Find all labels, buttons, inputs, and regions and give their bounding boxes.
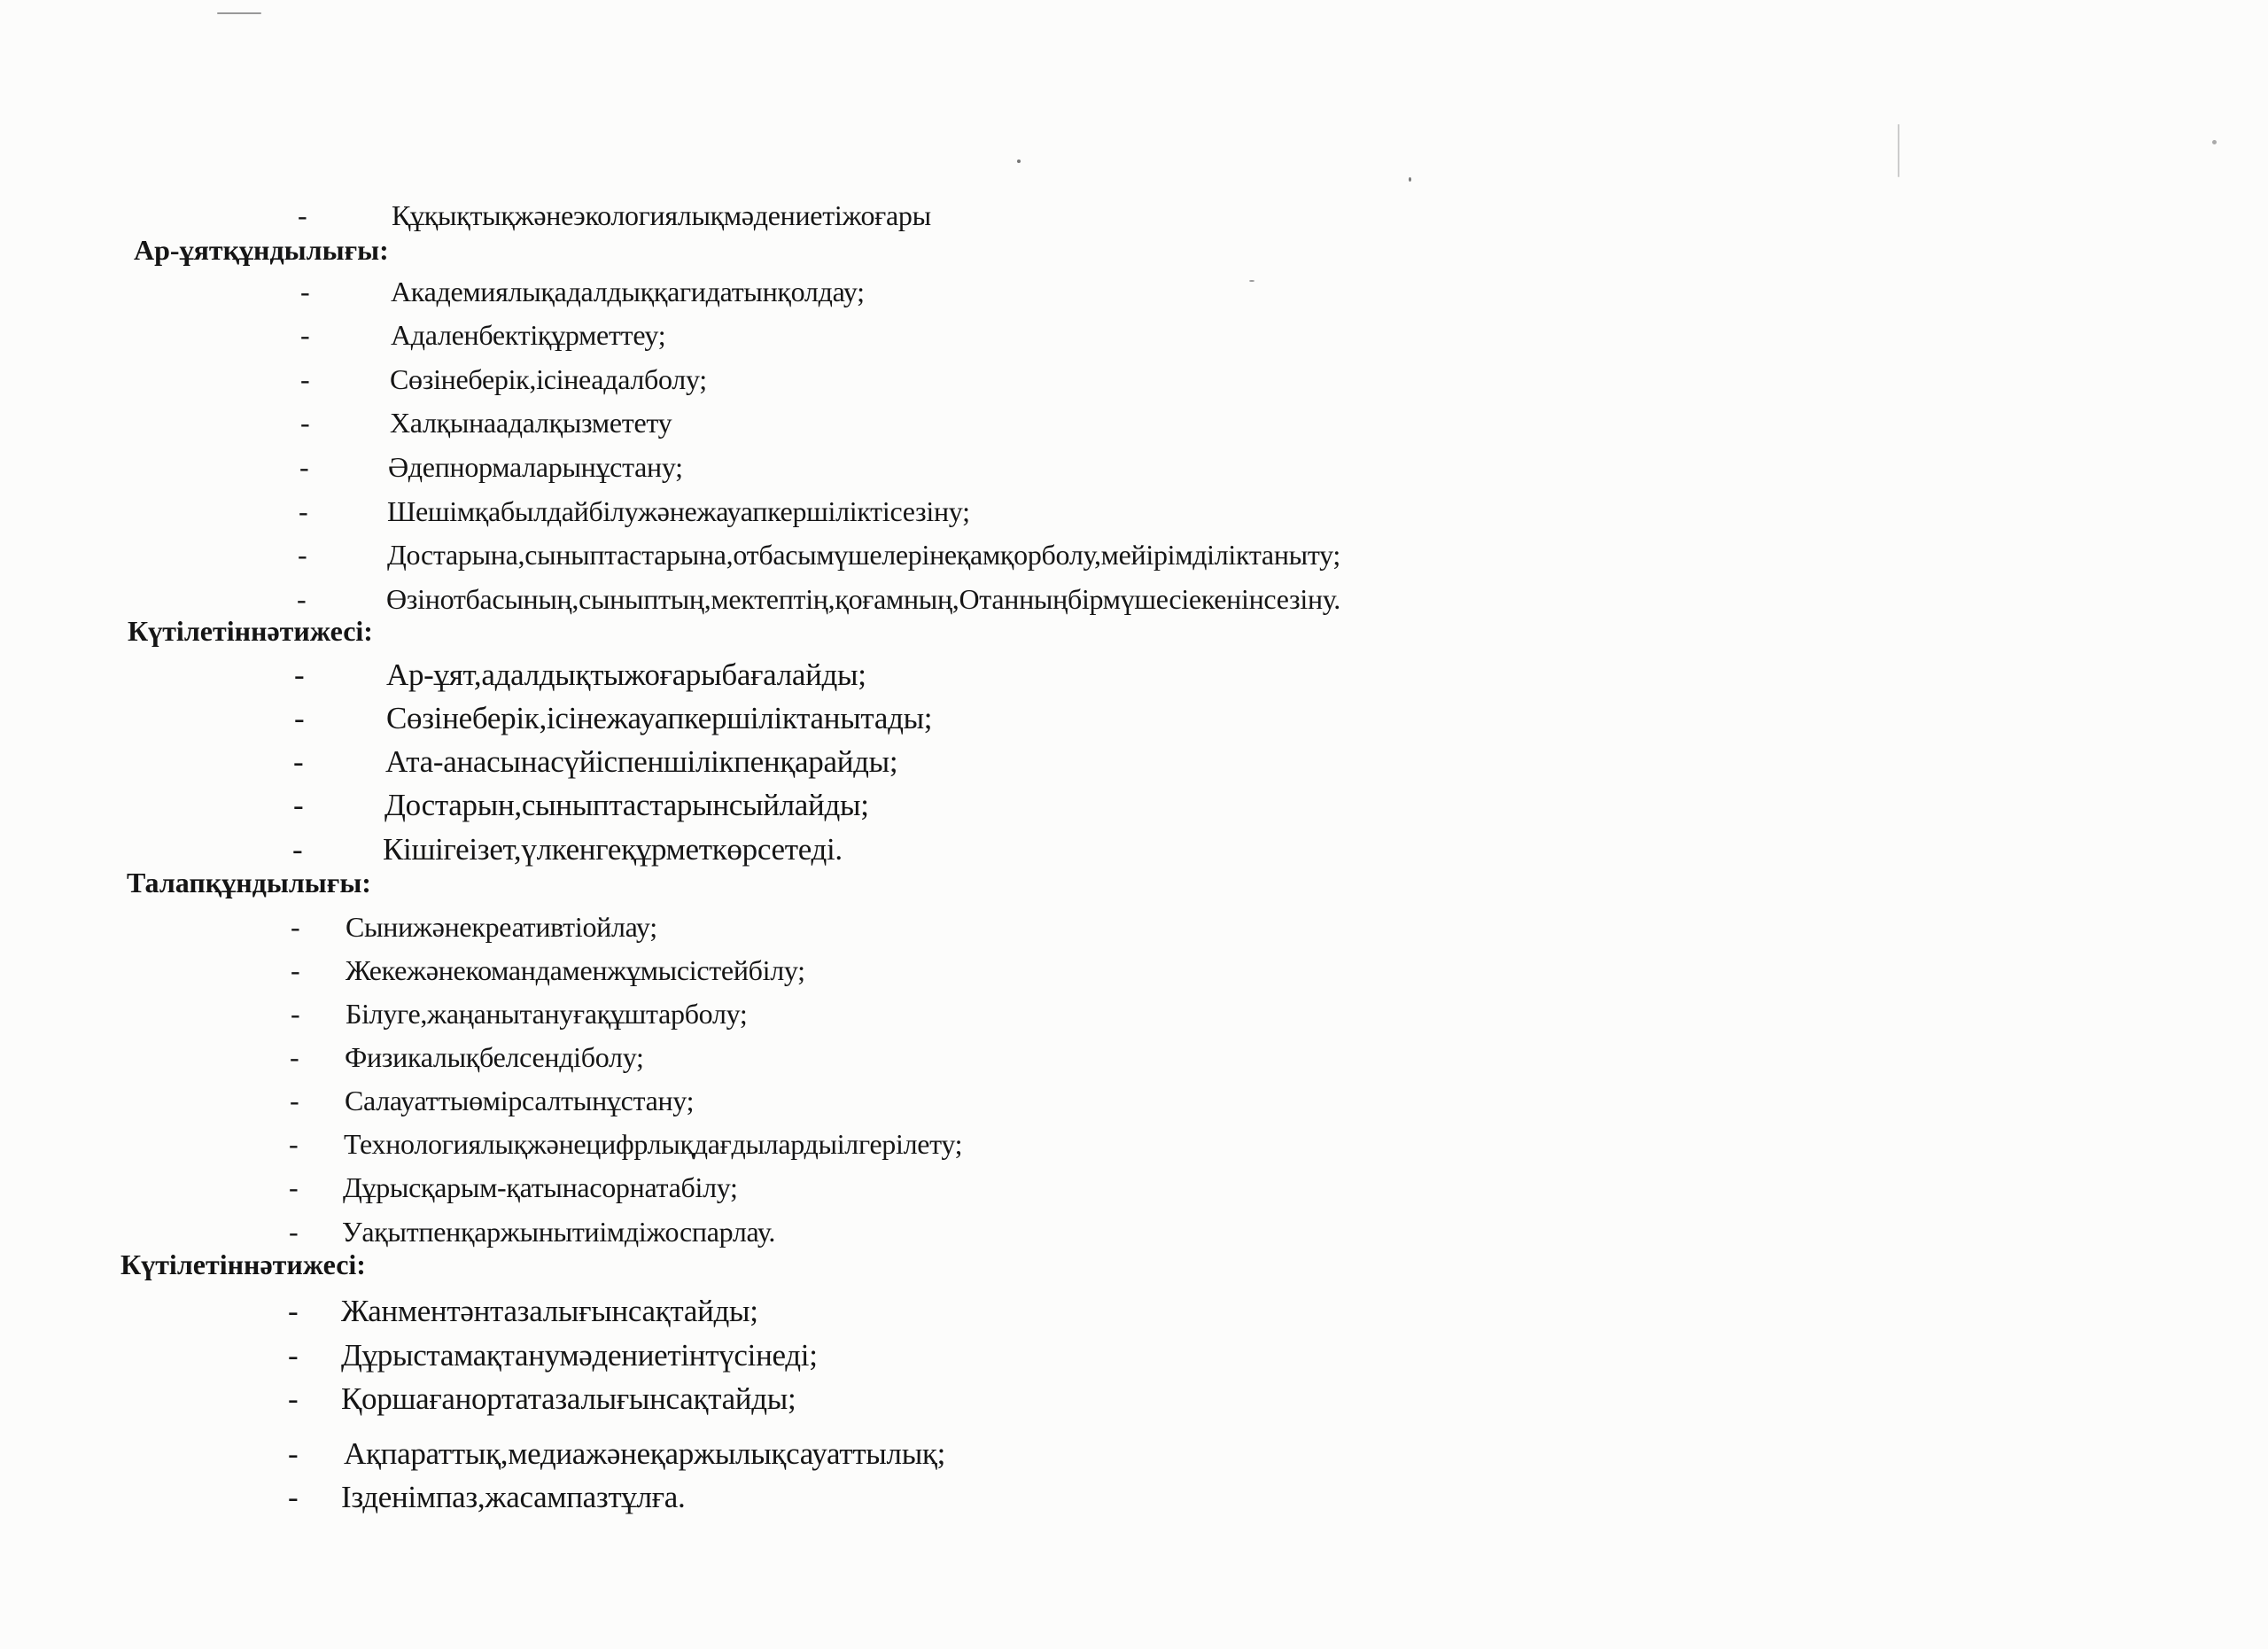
list-item-text: Кішігеізет,үлкенгеқұрметкөрсетеді.: [383, 832, 843, 867]
list-item-text: Технологиялықжәнецифрлықдағдылардыілгерілету;: [344, 1128, 963, 1160]
list-dash: -: [291, 998, 300, 1030]
list-item-text: Достарын,сыныптастарынсыйлайды;: [384, 788, 869, 822]
section-heading: Күтілетіннәтижесі:: [128, 615, 373, 647]
list-item-text: Сөзінеберік,ісінежауапкершіліктанытады;: [386, 701, 933, 735]
list-item-text: Дұрыстамақтанумәдениетінтүсінеді;: [341, 1338, 818, 1373]
list-dash: -: [292, 832, 303, 867]
list-item-text: Адаленбектіқұрметтеу;: [391, 319, 666, 351]
section-heading: Ар-ұятқұндылығы:: [134, 234, 389, 266]
list-dash: -: [300, 363, 310, 395]
list-dash: -: [299, 495, 308, 527]
list-item-text: Жекежәнекомандаменжұмысістейбілу;: [346, 954, 805, 986]
list-dash: -: [288, 1338, 299, 1373]
scan-mark: [1409, 177, 1411, 182]
list-item-text: Халқынаадалқызметету: [390, 407, 672, 439]
list-dash: -: [300, 319, 310, 351]
list-item-text: Қоршағанортатазалығынсақтайды;: [341, 1381, 796, 1416]
list-item-text: Достарына,сыныптастарына,отбасымүшелерінеқамқорболу,мейірімділіктаныту;: [387, 539, 1340, 571]
section-heading: Күтілетіннәтижесі:: [120, 1248, 366, 1280]
list-item-text: Ізденімпаз,жасампазтұлға.: [341, 1480, 686, 1514]
section-heading: Талапқұндылығы:: [127, 867, 371, 898]
list-dash: -: [294, 701, 305, 735]
list-dash: -: [300, 276, 310, 307]
list-dash: -: [299, 451, 309, 483]
list-dash: -: [297, 583, 307, 615]
list-item-text: Сынижәнекреативтіойлау;: [346, 911, 657, 943]
list-dash: -: [291, 911, 300, 943]
list-item-text: Жанментәнтазалығынсақтайды;: [341, 1294, 758, 1328]
scan-mark: [2212, 140, 2217, 144]
list-dash: -: [289, 1216, 299, 1248]
list-dash: -: [298, 539, 307, 571]
scan-mark: [1017, 159, 1021, 163]
list-item-text: Ата-анасынасүйіспеншілікпенқарайды;: [385, 744, 898, 779]
scan-mark: [1249, 280, 1254, 282]
list-dash: -: [288, 1480, 299, 1514]
list-dash: -: [288, 1436, 299, 1471]
list-dash: -: [288, 1381, 299, 1416]
list-item-text: Білуге,жаңанытануғақұштарболу;: [346, 998, 748, 1030]
list-dash: -: [289, 1171, 299, 1203]
list-item-text: Әдепнормаларынұстану;: [388, 451, 683, 483]
list-item-text: Физикалықбелсендіболу;: [345, 1041, 644, 1073]
list-dash: -: [290, 1041, 299, 1073]
list-item-text: Сөзінеберік,ісінеадалболу;: [390, 363, 707, 395]
list-dash: -: [289, 1128, 299, 1160]
list-dash: -: [291, 954, 300, 986]
list-dash: -: [293, 788, 304, 822]
list-item-text: Дұрысқарым-қатынасорнатабілу;: [343, 1171, 738, 1203]
list-item-text: Уақытпенқаржынытиімдіжоспарлау.: [342, 1216, 776, 1248]
list-item-text: Ақпараттық,медиажәнеқаржылықсауаттылық;: [344, 1436, 946, 1471]
list-dash: -: [300, 407, 310, 439]
list-dash: -: [290, 1085, 299, 1116]
list-item-text: Шешімқабылдайбілужәнежауапкершіліктісезіну;: [387, 495, 970, 527]
scan-mark: [217, 12, 261, 14]
list-dash: -: [294, 657, 305, 692]
list-item-text: Ар-ұят,адалдықтыжоғарыбағалайды;: [386, 657, 866, 692]
scan-mark: [1898, 124, 1899, 177]
list-dash: -: [288, 1294, 299, 1328]
list-dash: -: [298, 199, 307, 231]
list-item-text: Салауаттыөмірсалтынұстану;: [345, 1085, 695, 1116]
list-item-text: Академиялықадалдыққагидатынқолдау;: [391, 276, 865, 307]
list-item-text: Өзінотбасының,сыныптың,мектептің,қоғамның,Отанныңбірмүшесіекенінсезіну.: [386, 583, 1340, 615]
list-dash: -: [293, 744, 304, 779]
list-item-text: Құқықтықжәнеэкологиялықмәдениетіжоғары: [392, 199, 931, 231]
